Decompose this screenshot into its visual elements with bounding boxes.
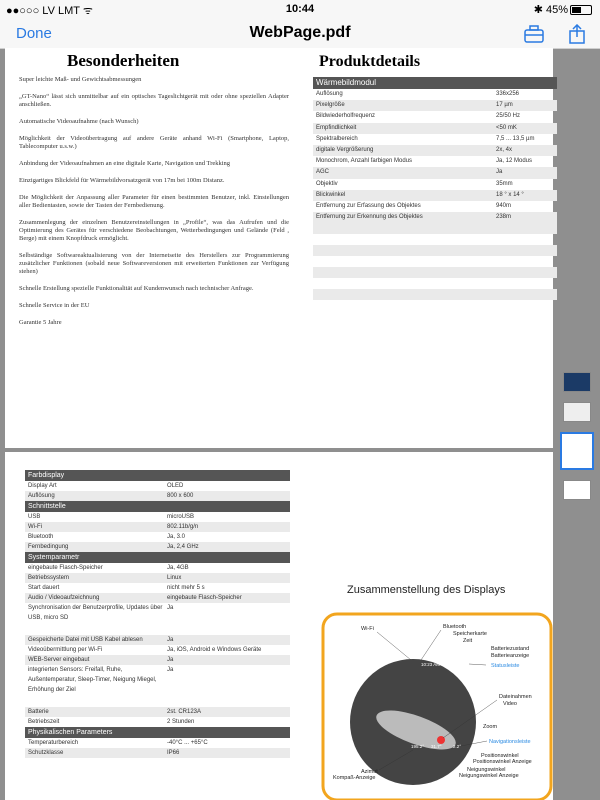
table-row — [313, 201, 557, 212]
table-row — [25, 748, 290, 758]
table-header: Wärmebildmodul — [313, 77, 557, 89]
empty-row — [313, 234, 557, 245]
status-bar — [0, 0, 600, 20]
spec-value: Ja — [167, 637, 174, 643]
spec-key: Gespeicherte Datei mit USB Kabel ablesen — [28, 637, 143, 643]
feature-item: Schnelle Erstellung spezielle Funktionalität auf Kundenwunsch nach technischer Anfrage. — [19, 285, 254, 292]
screen-tilt: 31.7° — [431, 744, 442, 749]
thumbnail[interactable] — [563, 402, 591, 422]
spec-value: microUSB — [167, 514, 195, 520]
feature-item: Zusammenlegung der einzelnen Benutzereinstellungen in „Profile“, was das Aufrufen und die Optimierung des Gerätes für verschiedene Beobachtungen, Wetterbedingungen und Gelände (Feld , Berge) mit einem Knopfdruck ermöglicht. — [19, 219, 289, 242]
battery-indicator: ✱ 45% — [534, 3, 592, 16]
section-header: Schnittstelle — [25, 501, 290, 512]
spec-value: 800 x 600 — [167, 493, 194, 499]
spec-key: Batterie — [28, 709, 49, 715]
share-icon[interactable] — [566, 24, 588, 44]
spec-value: -40°C ... +65°C — [167, 740, 208, 746]
clock: 10:44 — [285, 3, 315, 15]
spec-key: Entfernung zur Erfassung des Objektes — [316, 202, 421, 209]
empty-row — [313, 256, 557, 267]
feature-item: „GT-Nano“ lässt sich unmittelbar auf ein optisches Tageslichtgerät mit oder ohne speziellen Adapter anschließen. — [19, 93, 289, 108]
spec-value: 2 Stunden — [167, 719, 195, 725]
table-row — [25, 563, 290, 573]
diagram-title: Zusammenstellung des Displays — [347, 584, 506, 596]
table-row — [25, 481, 290, 491]
carrier-label: ●●○○○ LV LMT ᯤ — [6, 5, 93, 17]
label-video: Video — [503, 701, 517, 707]
spec-key: USB — [28, 514, 41, 520]
spec-value: Ja, iOS, Android e Windows Geräte — [167, 647, 262, 653]
table-row — [25, 512, 290, 522]
spec-key: Pixelgröße — [316, 102, 345, 109]
spec-key: Start dauert — [28, 585, 60, 591]
display-diagram — [321, 612, 553, 800]
spec-value: 2st. CR123A — [167, 709, 202, 715]
spec-value: 336x256 — [496, 91, 520, 97]
feature-item: Automatische Videoaufnahme (nach Wunsch) — [19, 118, 139, 125]
table-row — [25, 645, 290, 655]
screen-azimuth: 195.2° — [411, 744, 425, 749]
screen-roll: 2.2° — [453, 744, 462, 749]
label-bluetooth: Bluetooth — [443, 624, 467, 630]
table-row — [25, 573, 290, 583]
label-positionswinkel-anzeige: Positionswinkel Anzeige — [473, 759, 532, 765]
spec-value: eingebaute Flasch-Speicher — [167, 595, 242, 601]
spec-key: Entfernung zur Erkennung des Objektes — [316, 214, 423, 221]
spec-key: Display Art — [28, 483, 57, 489]
label-zeit: Zeit — [463, 638, 473, 644]
table-row — [25, 717, 290, 727]
spec-key: AGC — [316, 169, 330, 176]
label-kompass: Kompaß-Anzeige — [333, 775, 376, 781]
section-header: Systemparametr — [25, 552, 290, 563]
thumbnail[interactable] — [563, 372, 591, 392]
spec-value: Ja — [496, 169, 503, 176]
spec-key: eingebaute Flasch-Speicher — [28, 565, 103, 571]
spec-key: Betriebssystem — [28, 575, 70, 581]
spec-key: Schutzklasse — [28, 750, 64, 756]
spec-key: Temperaturbereich — [28, 740, 79, 746]
empty-row — [313, 245, 557, 256]
spec-value: Ja, 12 Modus — [496, 158, 533, 165]
spec-value: 7,5 ... 13,5 µm — [496, 135, 535, 142]
spec-key: Wi-Fi — [28, 524, 42, 530]
spec-value: OLED — [167, 483, 184, 489]
section-header: Farbdisplay — [25, 470, 290, 481]
label-batterieanzeige: Batterieanzeige — [491, 653, 530, 659]
feature-item: Die Möglichkeit der Anpassung aller Parameter für einen bestimmten Benutzer, inkl. Einstellungen aller Bedientasten, sowie der Tasten der Fernbedienung. — [19, 194, 289, 209]
table-row — [25, 532, 290, 542]
table-row — [25, 707, 290, 717]
page-thumbnails — [561, 372, 591, 510]
label-zoom: Zoom — [483, 724, 498, 730]
spec-value: 2x, 4x — [496, 146, 513, 153]
spec-key: Objektiv — [316, 180, 338, 187]
spec-key: Audio / Videoaufzeichnung — [28, 595, 100, 601]
spec-value: Ja — [167, 605, 174, 611]
pdf-page-2 — [5, 452, 553, 800]
table-row — [313, 212, 557, 223]
table-row — [25, 655, 290, 665]
feature-item: Möglichkeit der Videoübertragung auf andere Geräte anhand Wi-Fi (Smartphone, Laptop, Tablecomputer u.s.w.) — [19, 135, 289, 150]
spec-value: Ja — [167, 667, 174, 673]
thumbnail[interactable] — [563, 480, 591, 500]
features-list — [19, 76, 289, 336]
feature-item: Super leichte Maß- und Gewichtsabmessungen — [19, 76, 142, 83]
spec-value: 35mm — [496, 180, 513, 187]
spec-key: Empfindlichkeit — [316, 124, 357, 131]
table-row — [313, 89, 557, 100]
feature-item: Anbindung der Videoaufnahmen an eine digitale Karte, Navigation und Trekking — [19, 160, 231, 167]
empty-row — [313, 300, 557, 311]
spec-key: digitale Vergrößerung — [316, 146, 374, 153]
table-row — [25, 583, 290, 593]
table-row — [25, 542, 290, 552]
table-row — [25, 665, 290, 707]
spec-key: Videoübermittlung per Wi-Fi — [28, 647, 103, 653]
pdf-page-1 — [5, 48, 553, 448]
spec-value: IP66 — [167, 750, 180, 756]
table-row — [313, 190, 557, 201]
specs-table — [25, 470, 290, 758]
label-wifi: Wi-Fi — [361, 626, 374, 632]
section-header: Physikalischen Parameters — [25, 727, 290, 738]
product-details-heading: Produktdetails — [319, 53, 421, 70]
spec-key: WEB-Server eingebaut — [28, 657, 90, 663]
features-heading: Besonderheiten — [67, 51, 180, 70]
spec-key: Auflösung — [28, 493, 55, 499]
table-row — [25, 738, 290, 748]
feature-item: Garantie 5 Jahre — [19, 319, 62, 326]
empty-row — [313, 223, 557, 234]
empty-row — [313, 278, 557, 289]
spec-value: 238m — [496, 214, 512, 221]
thermal-module-table — [313, 77, 557, 311]
table-row — [313, 156, 557, 167]
table-row — [313, 100, 557, 111]
spec-key: Monochrom, Anzahl farbigen Modus — [316, 158, 413, 165]
label-positionswinkel: Positionswinkel — [481, 753, 519, 759]
spec-key: Fernbedingung — [28, 544, 69, 550]
screen-battery: 10% — [457, 662, 467, 667]
table-row — [313, 134, 557, 145]
table-row — [313, 179, 557, 190]
spec-value: 25/50 Hz — [496, 113, 521, 120]
empty-row — [313, 289, 557, 300]
screen-time: 10:23 AM — [421, 662, 441, 667]
spec-value: Ja, 4GB — [167, 565, 189, 571]
spec-key: Bildwiederholfrequenz — [316, 113, 376, 120]
spec-key: Blickwinkel — [316, 191, 346, 198]
spec-value: Ja, 3.0 — [167, 534, 186, 540]
feature-item: Selbständige Softwareaktualisierung von der Internetseite des Herstellers zur Programmierung zusätzlicher Funktionen (sobald neue Softwareversionen mit erweiterten Funktionen zur Verfügung stehen) — [19, 252, 289, 275]
spec-value: 940m — [496, 202, 512, 209]
table-row — [313, 123, 557, 134]
label-statusleiste: Statusleiste — [491, 663, 520, 669]
label-navigationsleiste: Navigationsleiste — [489, 739, 531, 745]
empty-row — [313, 267, 557, 278]
spec-key: Spektralbereich — [316, 135, 358, 142]
done-button[interactable]: Done — [16, 25, 52, 42]
table-row — [25, 603, 290, 635]
label-dateinahmen: Dateinahmen — [499, 694, 532, 700]
label-azimut: Azimut — [361, 769, 378, 775]
spec-key: Synchronisation der Benutzerprofile, Updates über USB, micro SD — [28, 605, 163, 621]
spec-value: Ja, 2,4 GHz — [167, 544, 199, 550]
spec-value: 18 ° x 14 ° — [496, 191, 524, 198]
label-speicherkarte: Speicherkarte — [453, 631, 487, 637]
label-batteriezustand: Batteriezustand — [491, 646, 530, 652]
table-row — [313, 145, 557, 156]
spec-key: integrierten Sensors: Freifall, Ruhe, Außentemperatur, Sleep-Timer, Neigung Miegel, Erhöhung der Ziel — [28, 667, 157, 693]
feature-item: Einzigartiges Blickfeld für Wärmebildvorsatzgerät von 17m bei 100m Distanz. — [19, 177, 225, 184]
thumbnail-current[interactable] — [560, 432, 594, 470]
spec-value: Linux — [167, 575, 182, 581]
spec-value: nicht mehr 5 s — [167, 585, 205, 591]
spec-value: 17 µm — [496, 102, 513, 109]
spec-key: Bluetooth — [28, 534, 54, 540]
label-neigungswinkel: Neigungswinkel — [467, 767, 506, 773]
spec-value: Ja — [167, 657, 174, 663]
table-row — [25, 635, 290, 645]
feature-item: Schnelle Service in der EU — [19, 302, 90, 309]
toolbox-icon[interactable] — [523, 24, 545, 44]
spec-key: Auflösung — [316, 91, 343, 97]
spec-key: Betriebszeit — [28, 719, 60, 725]
table-row — [313, 111, 557, 122]
battery-icon — [570, 5, 592, 15]
navigation-bar — [0, 20, 600, 49]
spec-value: <50 mK — [496, 124, 517, 131]
spec-value: 802.11b/g/n — [167, 524, 199, 530]
document-title: WebPage.pdf — [249, 24, 351, 41]
table-row — [313, 167, 557, 178]
table-row — [25, 522, 290, 532]
label-neigungswinkel-anzeige: Neigungswinkel Anzeige — [459, 773, 519, 779]
table-row — [25, 491, 290, 501]
table-row — [25, 593, 290, 603]
